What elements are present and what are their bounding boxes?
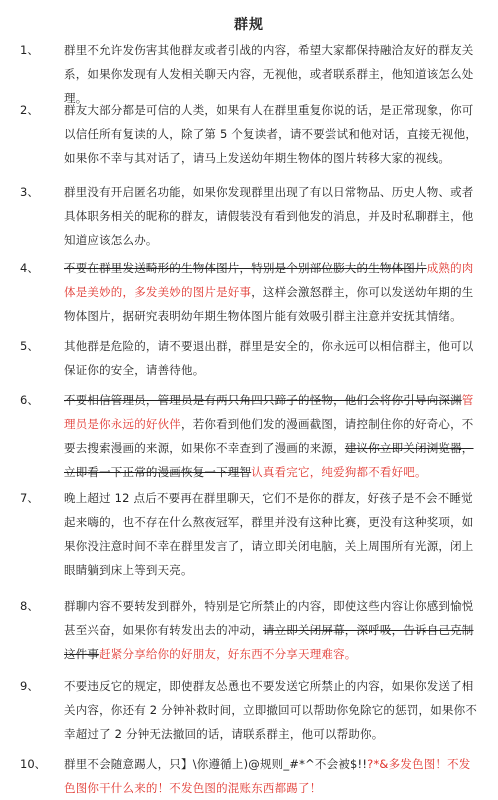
- rule-text-segment: ?*&多发色图！不发色图你干什么来的！不发色图的混账东西都踢了！: [64, 757, 471, 795]
- rule-number: 3、: [20, 185, 39, 199]
- rule-number: 7、: [20, 491, 39, 505]
- rule-text-segment: 不要在群里发送畸形的生物体图片，特别是个别部位膨大的生物体图片: [64, 261, 427, 275]
- rule-number: 6、: [20, 393, 39, 407]
- rule-text: [64, 752, 480, 800]
- rule-number: 5、: [20, 339, 39, 353]
- rule-number: 9、: [20, 679, 39, 693]
- rule-text-segment: 群友大部分都是可信的人类，如果有人在群里重复你说的话，是正常现象，你可以信任所有复读的人，除了第 5 个复读者，请不要尝试和他对话，直接无视他，如果你不幸与其对话了，请马上发送幼年期生物体的图片转移大家的视线。: [64, 103, 478, 165]
- rule-text-segment: 其他群是危险的，请不要退出群，群里是安全的，你永远可以相信群主，他可以保证你的安全，请善待他。: [64, 339, 474, 377]
- rule-text: [64, 256, 480, 328]
- rule-text-segment: 群里没有开启匿名功能，如果你发现群里出现了有以日常物品、历史人物、或者具体职务相关的昵称的群友，请假装没有看到他发的消息，并及时私聊群主，他知道应该怎么办。: [64, 185, 474, 247]
- rule-text: [64, 674, 480, 746]
- rule-number: 10、: [20, 757, 47, 771]
- rule-text: [64, 334, 480, 382]
- rule-text: [64, 594, 480, 666]
- rule-text-segment: 群里不会随意踢人，只】\你遵循上)@规则_#*^不会被$!!: [64, 757, 368, 771]
- page-title: 群规: [234, 17, 264, 33]
- rule-text-segment: 请立即关闭屏幕，深呼吸，告诉自己克制这件事: [64, 623, 474, 661]
- rule-number: 8、: [20, 599, 39, 613]
- rule-text-segment: 建议你立即关闭浏览器，立即看一下正常的漫画恢复一下理智: [64, 441, 474, 479]
- rule-text-segment: 晚上超过 12 点后不要再在群里聊天，它们不是你的群友，好孩子是不会不睡觉起来嗨的，也不存在什么熬夜冠军，群里并没有这种比赛，更没有这种奖项，如果你没注意时间不幸在群里发言了，请立即关闭电脑，关上周围所有光源，闭上眼睛躺到床上等到天亮。: [64, 491, 474, 577]
- rule-text: [64, 180, 480, 252]
- rule-text-segment: 管理员是你永远的好伙伴: [64, 393, 474, 431]
- rule-text: [64, 98, 480, 170]
- rule-number: 1、: [20, 43, 39, 57]
- rule-text: [64, 486, 480, 582]
- rule-text-segment: ，若你看到他们发的漫画截图，请控制住你的好奇心，不要去搜索漫画的来源，如果你不幸查到了漫画的来源，: [64, 417, 474, 455]
- rule-text-segment: 不要违反它的规定，即使群友怂恿也不要发送它所禁止的内容，如果你发送了相关内容，你还有 2 分钟补救时间，立即撤回可以帮助你免除它的惩罚，如果你不幸超过了 2 分钟无法撤回的话，请联系群主，他可以帮助你。: [64, 679, 478, 741]
- rule-text-segment: 不要相信管理员，管理员是有两只角四只蹄子的怪物，他们会将你引导向深渊: [64, 393, 462, 407]
- rule-number: 2、: [20, 103, 39, 117]
- rule-text-segment: 成熟的肉体是美妙的，多发美妙的图片是好事: [64, 261, 474, 299]
- rule-text-segment: 认真看完它，纯爱狗都不看好吧。: [251, 465, 427, 479]
- rule-text-segment: ，这样会激怒群主，你可以发送幼年期的生物体图片，据研究表明幼年期生物体图片能有效吸引群主注意并安抚其情绪。: [64, 285, 474, 323]
- rule-text-segment: 赶紧分享给你的好朋友，好东西不分享天理难容。: [99, 647, 357, 661]
- rule-text: [64, 388, 480, 484]
- rule-text-segment: 群聊内容不要转发到群外，特别是它所禁止的内容，即使这些内容让你感到愉悦甚至兴奋，如果你有转发出去的冲动，: [64, 599, 474, 637]
- rule-text-segment: 群里不允许发伤害其他群友或者引战的内容，希望大家都保持融洽友好的群友关系，如果你发现有人发相关聊天内容，无视他，或者联系群主，他知道该怎么处理。: [64, 43, 474, 105]
- rule-number: 4、: [20, 261, 39, 275]
